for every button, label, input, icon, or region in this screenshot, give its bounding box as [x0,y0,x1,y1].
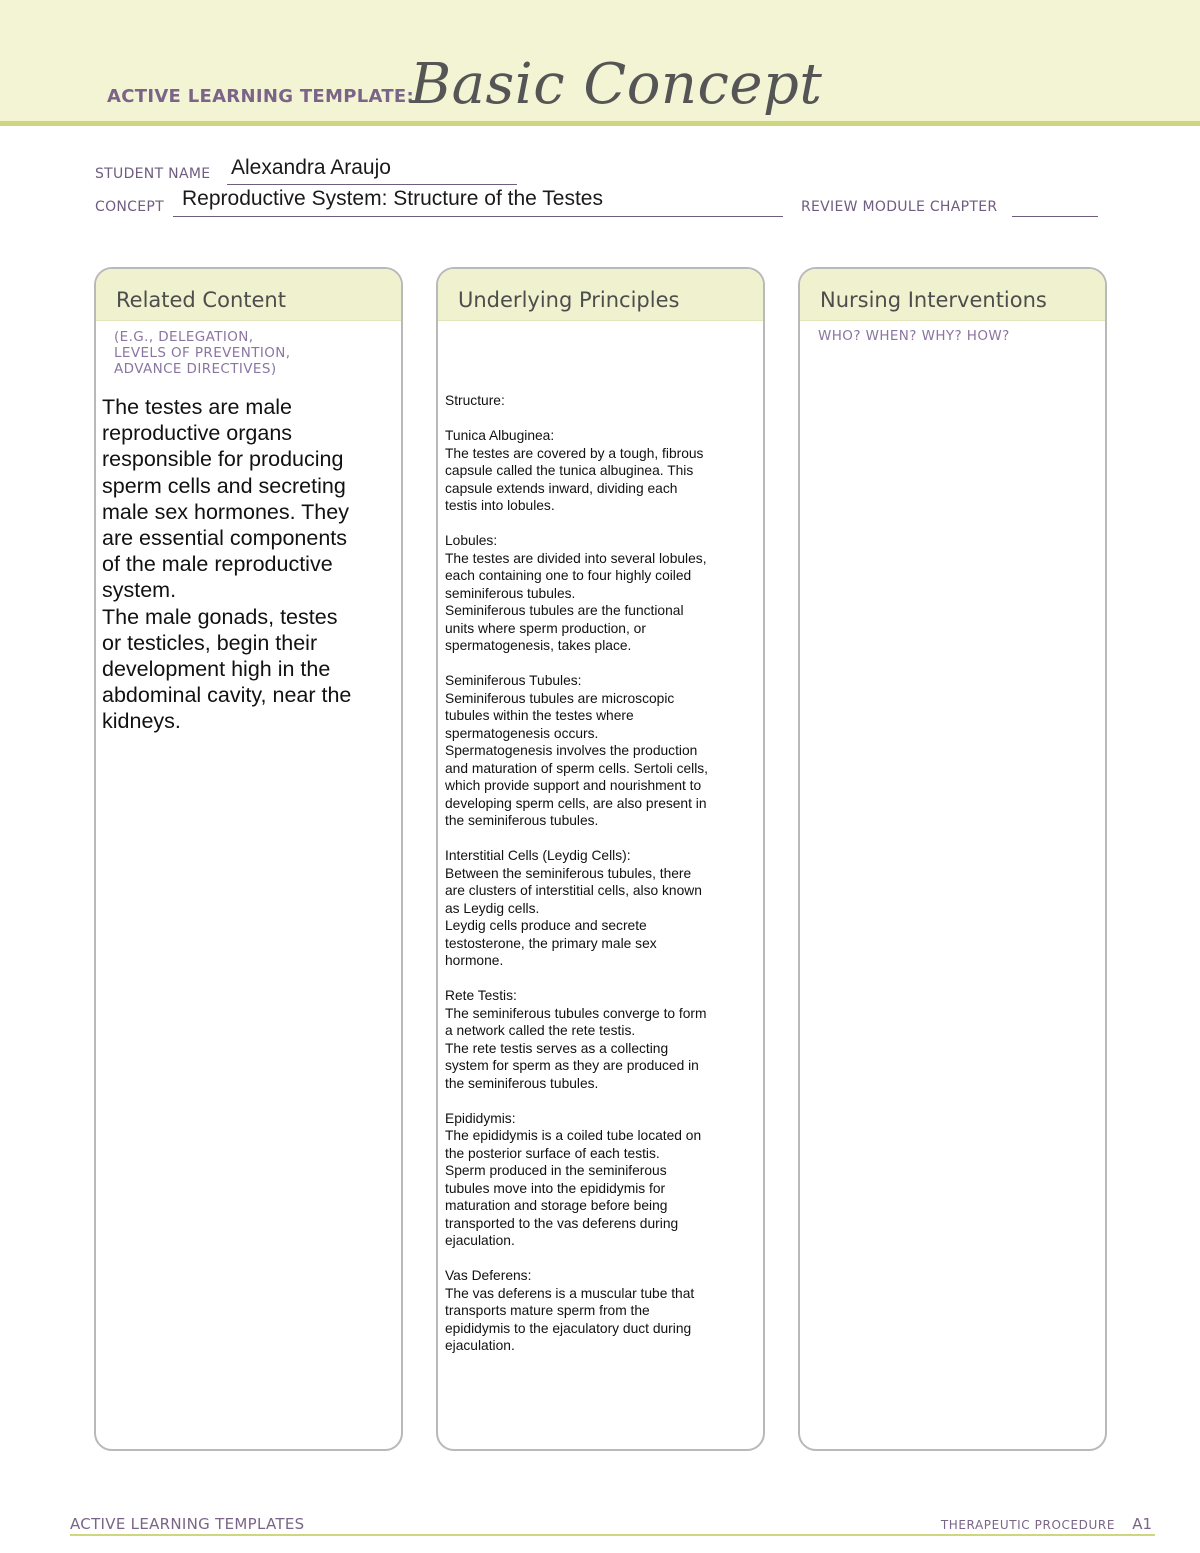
footer-procedure-label: THERAPEUTIC PROCEDURE [940,1518,1115,1532]
student-name-value[interactable]: Alexandra Araujo [231,156,391,179]
underlying-principles-card [436,267,765,1451]
related-content-subtitle: (E.G., DELEGATION, LEVELS OF PREVENTION, ADVANCE DIRECTIVES) [114,329,291,377]
nursing-interventions-subtitle: WHO? WHEN? WHY? HOW? [818,328,1010,344]
related-content-title: Related Content [116,288,286,312]
student-name-underline [227,184,517,185]
page-title: Basic Concept [410,52,823,117]
review-module-underline[interactable] [1012,216,1098,217]
underlying-principles-text[interactable]: Structure: Tunica Albuginea: The testes are covered by a tough, fibrous capsule called the tunica albuginea. This capsule extends inward, dividing each testis into lobules. Lobules: The testes are divided into several lobules, each containing one to four highly coiled seminiferous tubules. Seminiferous tubules are the functional units where sperm production, or spermatogenesis, takes place. Seminiferous Tubules: Seminiferous tubules are microscopic tubules within the testes where spermatogenesis occurs. Spermatogenesis involves the production and maturation of sperm cells. Sertoli cells, which provide support and nourishment to developing sperm cells, are also present in the seminiferous tubules. Interstitial Cells (Leydig Cells): Between the seminiferous tubules, there are clusters of interstitial cells, also known as Leydig cells. Leydig cells produce and secrete testosterone, the primary male sex hormone. Rete Testis: The seminiferous tubules converge to form a network called the rete testis. The rete testis serves as a collecting system for sperm as they are produced in the seminiferous tubules. Epididymis: The epididymis is a coiled tube located on the posterior surface of each testis. Sperm produced in the seminiferous tubules move into the epididymis for maturation and storage before being transported to the vas deferens during ejaculation. Vas Deferens: The vas deferens is a muscular tube that transports mature sperm from the epididymis to the ejaculatory duct during ejaculation. [445,393,709,1353]
underlying-principles-header [438,269,763,321]
header-divider [0,121,1200,126]
footer-page-code: A1 [1132,1515,1152,1533]
nursing-interventions-card [798,267,1107,1451]
concept-value[interactable]: Reproductive System: Structure of the Testes [182,187,603,210]
student-name-label: STUDENT NAME [95,166,211,182]
review-module-label: REVIEW MODULE CHAPTER [801,199,998,215]
related-content-text[interactable]: The testes are male reproductive organs responsible for producing sperm cells and secreting male sex hormones. They are essential components of the male reproductive system. The male gonads, testes or testicles, begin their development high in the abdominal cavity, near the kidneys. [102,395,352,734]
concept-underline [173,216,783,217]
related-content-card [94,267,403,1451]
concept-label: CONCEPT [95,199,164,215]
nursing-interventions-title: Nursing Interventions [820,288,1047,312]
underlying-principles-title: Underlying Principles [458,288,680,312]
template-label: ACTIVE LEARNING TEMPLATE: [107,86,414,107]
nursing-interventions-header [800,269,1105,321]
footer-divider [70,1534,1155,1536]
related-content-header [96,269,401,321]
footer-left-label: ACTIVE LEARNING TEMPLATES [70,1515,305,1533]
